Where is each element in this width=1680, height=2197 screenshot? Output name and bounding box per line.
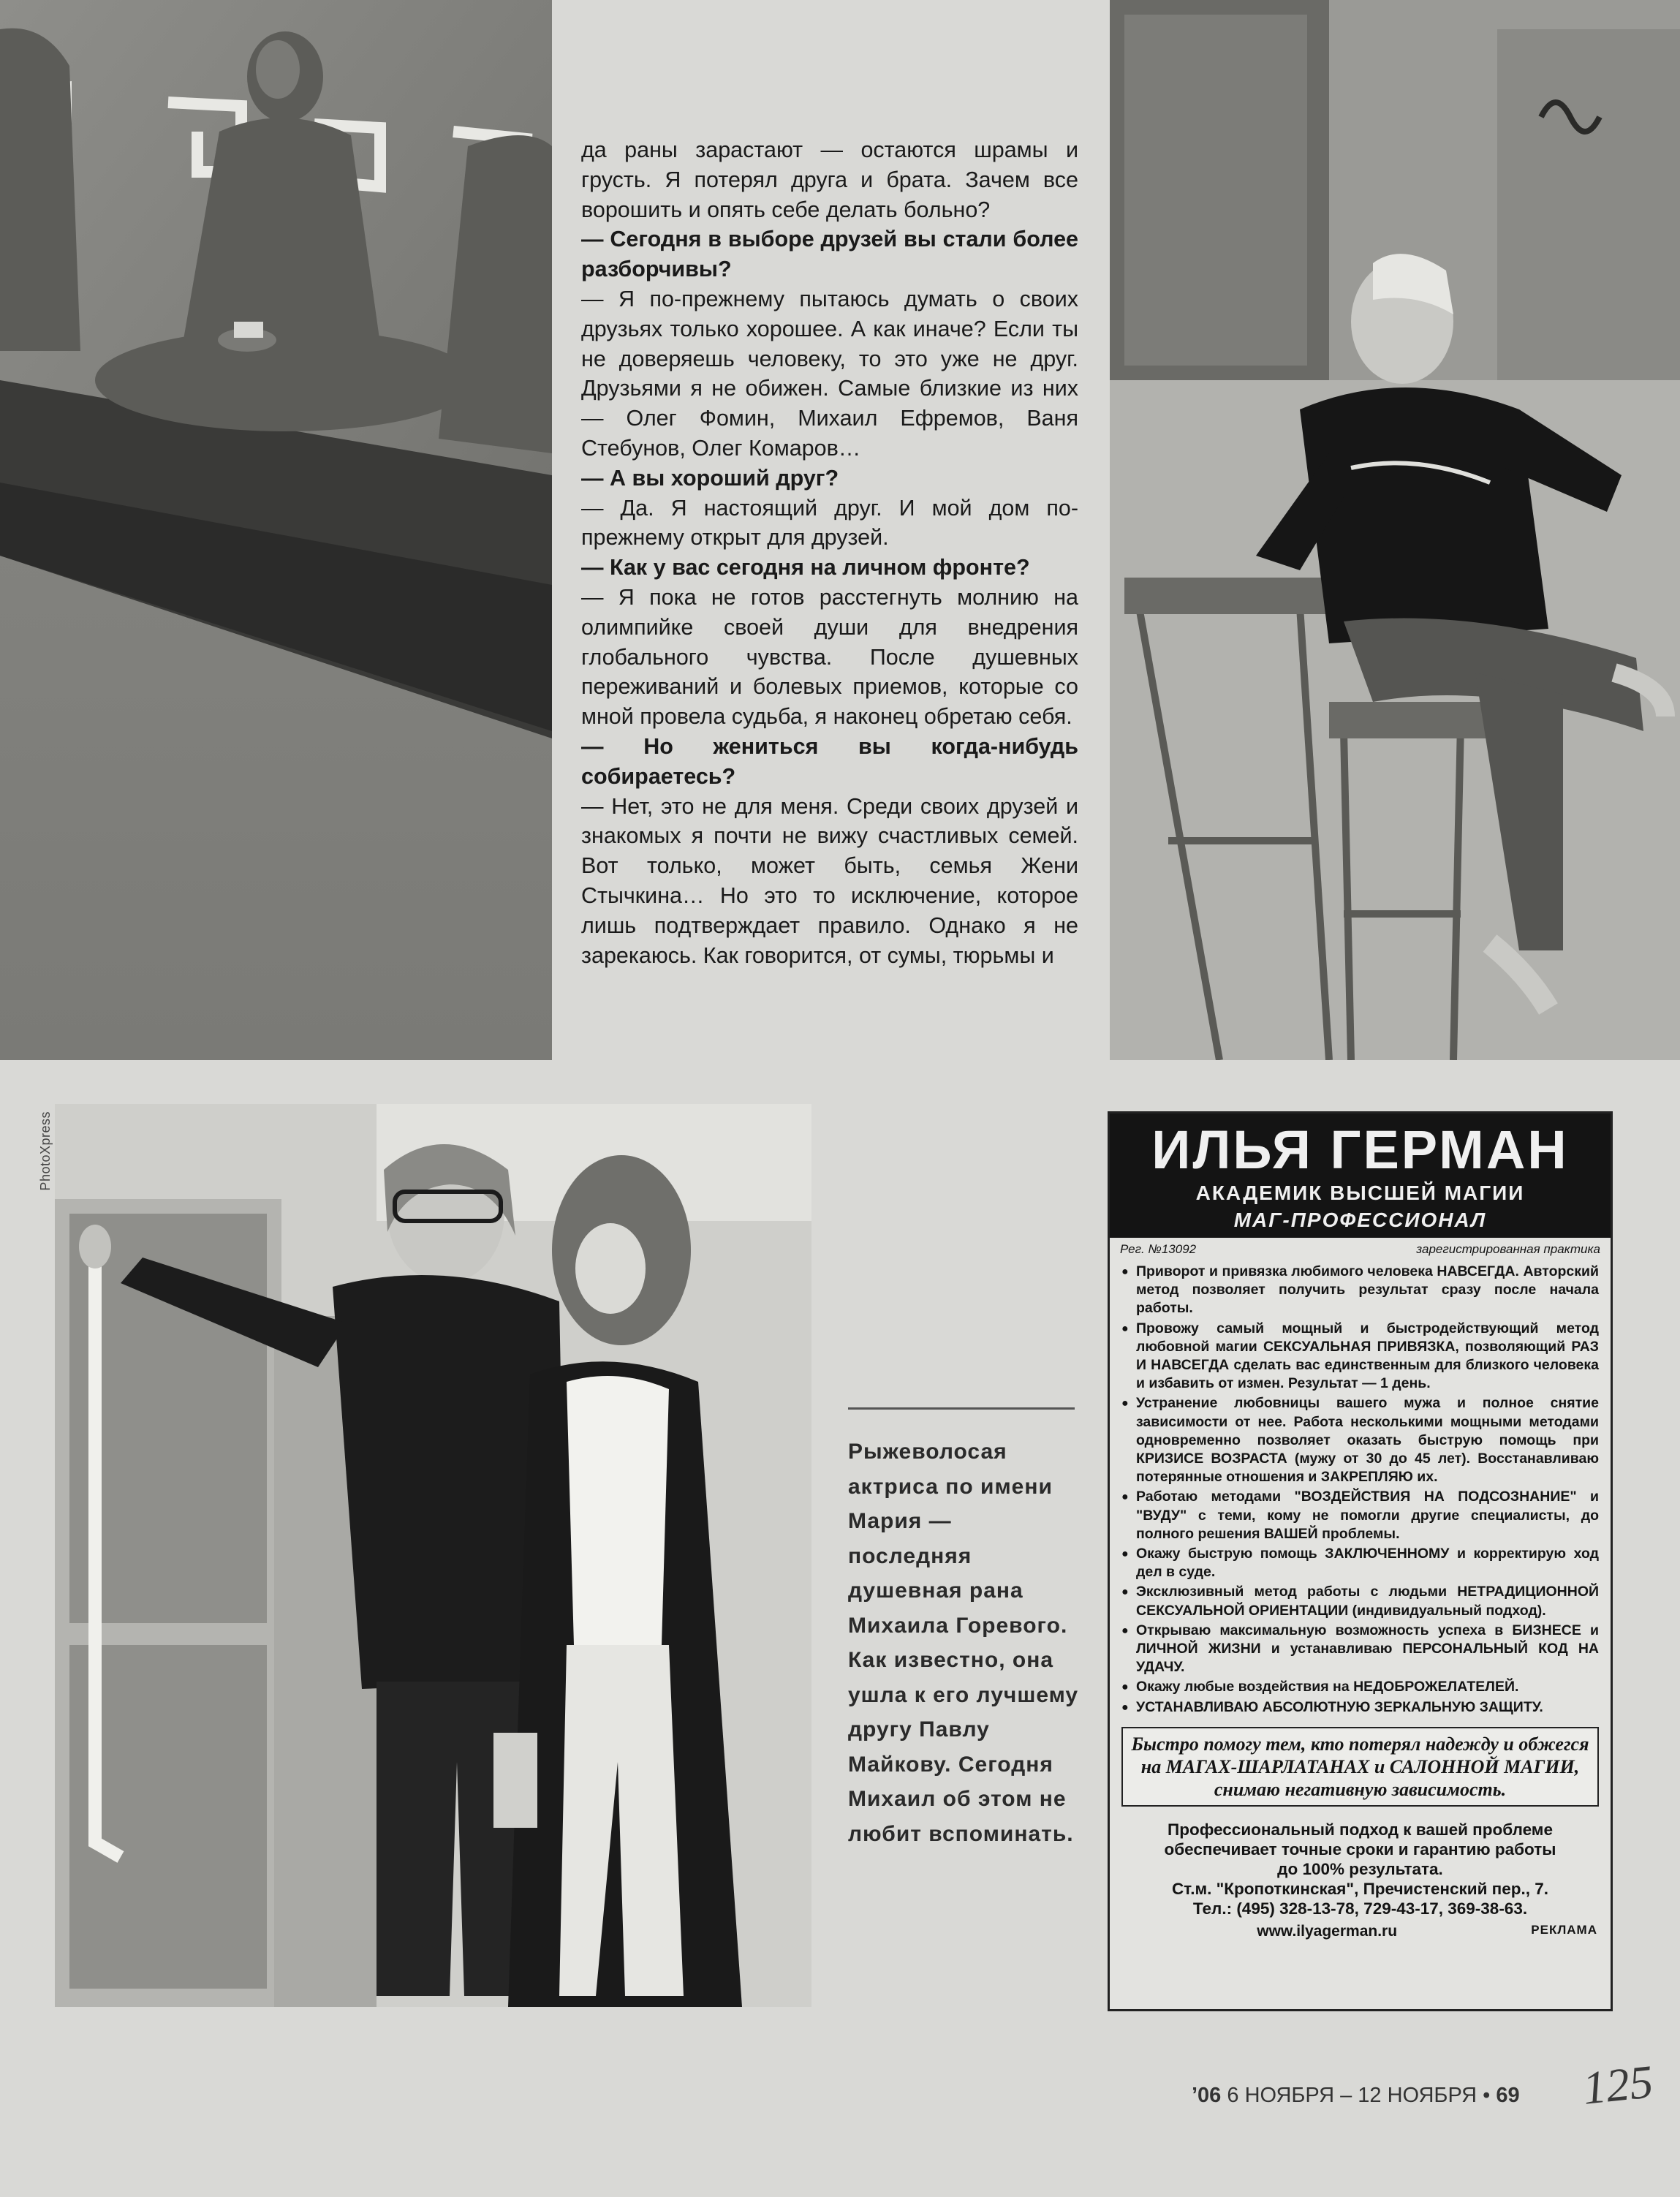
article-answer: — Я пока не готов расстегнуть молнию на олимпийке своей души для внедрения глобального чувства. После душевных переживаний и болевых приемов, которые со мной провела судьба, я наконец обретаю себя. [581,584,1078,730]
ad-reg-note: зарегистрированная практика [1416,1242,1600,1256]
article-answer: — Да. Я настоящий друг. И мой дом по-прежнему открыт для друзей. [581,495,1078,551]
ad-subtitle-academic: АКАДЕМИК ВЫСШЕЙ МАГИИ [1195,1181,1525,1204]
footer-bullet: • [1483,2084,1491,2107]
article-answer: — Я по-прежнему пытаюсь думать о своих друзьях только хорошее. А как иначе? Если ты не доверяешь человеку, то это уже не друг. Друзьями я не обижен. Самые близкие из них — Олег Фомин, Михаил Ефремов, Ваня Стебунов, Олег Комаров… [581,286,1078,461]
ad-reg-number: Рег. №13092 [1120,1242,1197,1256]
caption-rule [848,1407,1075,1410]
ad-service-item: ● Устранение любовницы вашего мужа и полное снятие зависимости от нее. Работа несколькими мощными методами одновременно позволяет оказать быструю помощь при КРИЗИСЕ ВОЗРАСТА (мужу от 30 до 45 лет). Восстанавливаю потерянные отношения и ЗАКРЕПЛЯЮ их. [1121,1394,1599,1486]
article-question: — Но жениться вы когда-нибудь собираетесь? [581,733,1078,789]
handwritten-number: 125 [1580,2055,1656,2114]
article-question: — Как у вас сегодня на личном фронте? [581,555,1030,581]
photo-man-on-stool [1110,0,1680,1060]
ad-name: ИЛЬЯ ГЕРМАН [1151,1119,1569,1180]
photo-couple [55,1104,811,2007]
footer-year: ’06 [1192,2084,1222,2107]
ad-service-item: ● УСТАНАВЛИВАЮ АБСОЛЮТНУЮ ЗЕРКАЛЬНУЮ ЗАЩИТУ. [1121,1698,1599,1717]
ad-label: РЕКЛАМА [1531,1922,1597,1937]
article-question: — А вы хороший друг? [581,465,839,491]
page-number: 69 [1496,2084,1520,2107]
ad-registration-row [1110,1238,1611,1260]
ad-service-item: ● Окажу быструю помощь ЗАКЛЮЧЕННОМУ и корректирую ход дел в суде. [1121,1545,1599,1581]
ad-footer-line: Ст.м. "Кропоткинская", Пречистенский пер., 7. [1171,1879,1549,1898]
photo-credit: PhotoXpress [38,1111,53,1191]
ad-footer-line: Тел.: (495) 328-13-78, 729-43-17, 369-38-63. [1192,1899,1528,1918]
advertisement [1108,1111,1613,2011]
ad-service-item: ● Провожу самый мощный и быстродействующий метод любовной магии СЕКСУАЛЬНАЯ ПРИВЯЗКА, позволяющий РАЗ И НАВСЕГДА сделать вас единственным для близкого человека и избавить от измен. Результат — 1 день. [1121,1320,1599,1394]
ad-footer-line: обеспечивает точные сроки и гарантию работы [1164,1839,1556,1858]
caption-text: Рыжеволосая актриса по имени Мария — последняя душевная рана Михаила Горевого. Как известно, она ушла к его лучшему другу Павлу Майкову. Сегодня Михаил об этом не любит вспоминать. [848,1440,1079,1846]
ad-services-list [1110,1263,1611,1717]
ad-service-item: ● Работаю методами "ВОЗДЕЙСТВИЯ НА ПОДСОЗНАНИЕ" и "ВУДУ" с теми, кому не помогли другие специалисты, до полного решения ВАШЕЙ проблемы. [1121,1488,1599,1543]
article-text [581,135,1078,970]
ad-service-item: ● Открываю максимальную возможность успеха в БИЗНЕСЕ и ЛИЧНОЙ ЖИЗНИ и устанавливаю ПЕРСОНАЛЬНЫЙ КОД НА УДАЧУ. [1121,1622,1599,1677]
ad-site-row [1110,1918,1611,1945]
ad-footer-line: до 100% результата. [1277,1859,1443,1878]
ad-footer [1110,1820,1611,1918]
article-answer: — Нет, это не для меня. Среди своих друзей и знакомых я почти не вижу счастливых семей. Вот только, может быть, семья Жени Стычкина… Но это то исключение, которое лишь подтверждает правило. Однако я не зарекаюсь. Как говорится, от сумы, тюрьмы и [581,793,1078,968]
ad-footer-line: Профессиональный подход к вашей проблеме [1168,1820,1553,1839]
ad-italic-box: Быстро помогу тем, кто потерял надежду и обжегся на МАГАХ-ШАРЛАТАНАХ и САЛОННОЙ МАГИИ, снимаю негативную зависимость. [1121,1727,1599,1807]
ad-service-item: ● Приворот и привязка любимого человека НАВСЕГДА. Авторский метод позволяет получить результат сразу после начала работы. [1121,1263,1599,1318]
ad-subtitle-mag: МАГ-ПРОФЕССИОНАЛ [1233,1209,1487,1231]
footer-dates: 6 НОЯБРЯ – 12 НОЯБРЯ [1227,2084,1477,2107]
photo-buddha-statues [0,0,552,1060]
ad-service-item: ● Эксклюзивный метод работы с людьми НЕТРАДИЦИОННОЙ СЕКСУАЛЬНОЙ ОРИЕНТАЦИИ (индивидуальный подход). [1121,1583,1599,1619]
ad-website-link[interactable]: www.ilyagerman.ru [1257,1922,1398,1940]
ad-service-item: ● Окажу любые воздействия на НЕДОБРОЖЕЛАТЕЛЕЙ. [1121,1678,1599,1696]
article-answer: да раны зарастают — остаются шрамы и грусть. Я потерял друга и брата. Зачем все ворошить и опять себе делать больно? [581,137,1078,222]
photo-caption [848,1407,1082,1851]
ad-header [1110,1113,1611,1238]
article-question: — Сегодня в выборе друзей вы стали более разборчивы? [581,227,1078,282]
page-footer [1192,2084,1520,2108]
